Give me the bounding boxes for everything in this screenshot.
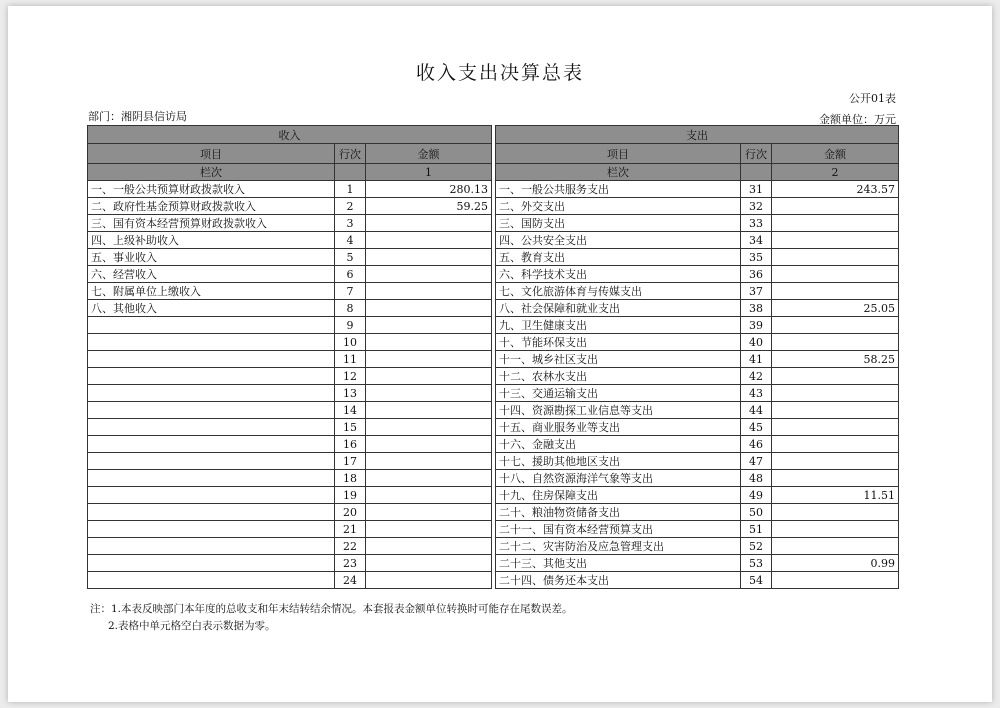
expense-amount-cell xyxy=(772,283,899,300)
expense-rowno-cell: 46 xyxy=(741,436,772,453)
income-amount-cell xyxy=(366,419,492,436)
expense-rowno-cell: 40 xyxy=(741,334,772,351)
expense-amount-cell xyxy=(772,572,899,589)
expense-rowno-cell: 50 xyxy=(741,504,772,521)
expense-item-cell: 十四、资源勘探工业信息等支出 xyxy=(496,402,741,419)
expense-amount-cell xyxy=(772,521,899,538)
header-row-colno xyxy=(88,164,899,181)
expense-amount-cell: 0.99 xyxy=(772,555,899,572)
table-row xyxy=(88,300,899,317)
income-rowno-cell: 13 xyxy=(335,385,366,402)
expense-rowno-cell: 49 xyxy=(741,487,772,504)
expense-item-cell: 九、卫生健康支出 xyxy=(496,317,741,334)
unit-label: 金额单位：万元 xyxy=(819,113,896,126)
income-amount-cell xyxy=(366,453,492,470)
expense-rowno-cell: 38 xyxy=(741,300,772,317)
expense-item-cell: 五、教育支出 xyxy=(496,249,741,266)
expense-item-cell: 二十三、其他支出 xyxy=(496,555,741,572)
income-amount-cell: 59.25 xyxy=(366,198,492,215)
expense-item-cell: 二、外交支出 xyxy=(496,198,741,215)
income-rowno-cell: 23 xyxy=(335,555,366,572)
footnote-1: 注：1.本表反映部门本年度的总收支和年末结转结余情况。本套报表金额单位转换时可能存在尾数误差。 xyxy=(90,603,573,615)
table-row xyxy=(88,249,899,266)
expense-amount-cell xyxy=(772,453,899,470)
income-item-cell: 一、一般公共预算财政拨款收入 xyxy=(88,181,335,198)
expense-amount-cell xyxy=(772,504,899,521)
expense-item-cell: 十一、城乡社区支出 xyxy=(496,351,741,368)
expense-rowno-cell: 53 xyxy=(741,555,772,572)
income-rowno-cell: 2 xyxy=(335,198,366,215)
expense-amount-cell xyxy=(772,385,899,402)
income-rowno-cell: 10 xyxy=(335,334,366,351)
income-item-cell xyxy=(88,453,335,470)
table-row xyxy=(88,470,899,487)
expense-rowno-cell: 32 xyxy=(741,198,772,215)
income-item-cell: 六、经营收入 xyxy=(88,266,335,283)
income-item-cell xyxy=(88,402,335,419)
income-amount-cell xyxy=(366,317,492,334)
income-item-cell xyxy=(88,368,335,385)
income-item-header: 项目 xyxy=(88,144,335,164)
expense-amount-cell xyxy=(772,436,899,453)
expense-rowno-cell: 41 xyxy=(741,351,772,368)
income-rowno-cell: 1 xyxy=(335,181,366,198)
expense-rowno-cell: 43 xyxy=(741,385,772,402)
table-row xyxy=(88,521,899,538)
income-rowno-cell: 4 xyxy=(335,232,366,249)
table-row xyxy=(88,232,899,249)
income-amount-cell xyxy=(366,572,492,589)
income-item-cell: 八、其他收入 xyxy=(88,300,335,317)
income-amount-cell xyxy=(366,266,492,283)
expense-amount-cell: 243.57 xyxy=(772,181,899,198)
income-item-cell: 七、附属单位上缴收入 xyxy=(88,283,335,300)
income-header: 收入 xyxy=(88,126,492,144)
expense-item-cell: 二十四、债务还本支出 xyxy=(496,572,741,589)
expense-rowno-cell: 45 xyxy=(741,419,772,436)
table-row xyxy=(88,555,899,572)
income-amount-cell xyxy=(366,351,492,368)
income-amount-cell xyxy=(366,215,492,232)
footnotes xyxy=(90,601,573,635)
expense-rowno-cell: 52 xyxy=(741,538,772,555)
expense-amount-cell xyxy=(772,419,899,436)
expense-amount-cell xyxy=(772,232,899,249)
income-rowno-cell: 15 xyxy=(335,419,366,436)
header-row-section xyxy=(88,126,899,144)
income-item-cell: 三、国有资本经营预算财政拨款收入 xyxy=(88,215,335,232)
income-item-cell xyxy=(88,555,335,572)
table-row xyxy=(88,334,899,351)
expense-item-cell: 八、社会保障和就业支出 xyxy=(496,300,741,317)
expense-item-cell: 十五、商业服务业等支出 xyxy=(496,419,741,436)
expense-rowno-cell: 37 xyxy=(741,283,772,300)
expense-rowno-cell: 42 xyxy=(741,368,772,385)
income-amount-cell xyxy=(366,300,492,317)
expense-rowno-header: 行次 xyxy=(741,144,772,164)
income-col-no: 1 xyxy=(366,164,492,181)
expense-item-cell: 二十、粮油物资储备支出 xyxy=(496,504,741,521)
table-row xyxy=(88,266,899,283)
expense-item-cell: 十三、交通运输支出 xyxy=(496,385,741,402)
income-rowno-cell: 16 xyxy=(335,436,366,453)
expense-amount-cell xyxy=(772,249,899,266)
expense-item-cell: 十、节能环保支出 xyxy=(496,334,741,351)
table-row xyxy=(88,504,899,521)
expense-rowno-cell: 48 xyxy=(741,470,772,487)
expense-item-cell: 十六、金融支出 xyxy=(496,436,741,453)
income-rowno-cell: 7 xyxy=(335,283,366,300)
income-column-label: 栏次 xyxy=(88,164,335,181)
expense-rowno-cell: 51 xyxy=(741,521,772,538)
income-rowno-cell: 9 xyxy=(335,317,366,334)
expense-item-cell: 十二、农林水支出 xyxy=(496,368,741,385)
income-item-cell xyxy=(88,538,335,555)
expense-amount-cell xyxy=(772,402,899,419)
table-row xyxy=(88,572,899,589)
table-code: 公开01表 xyxy=(849,92,896,105)
income-rowno-cell: 5 xyxy=(335,249,366,266)
income-amount-cell xyxy=(366,538,492,555)
income-item-cell xyxy=(88,351,335,368)
income-amount-cell xyxy=(366,368,492,385)
expense-rowno-cell: 39 xyxy=(741,317,772,334)
expense-rowno-cell: 35 xyxy=(741,249,772,266)
expense-rowno-cell: 47 xyxy=(741,453,772,470)
expense-amount-cell: 58.25 xyxy=(772,351,899,368)
income-item-cell xyxy=(88,487,335,504)
table-row xyxy=(88,487,899,504)
income-item-cell xyxy=(88,572,335,589)
expense-item-cell: 二十一、国有资本经营预算支出 xyxy=(496,521,741,538)
income-rowno-cell: 24 xyxy=(335,572,366,589)
income-amount-cell xyxy=(366,402,492,419)
income-amount-cell: 280.13 xyxy=(366,181,492,198)
expense-amount-cell xyxy=(772,368,899,385)
income-rowno-cell: 19 xyxy=(335,487,366,504)
document-title: 收入支出决算总表 xyxy=(415,62,584,84)
income-item-cell xyxy=(88,436,335,453)
income-rowno-cell: 20 xyxy=(335,504,366,521)
income-amount-cell xyxy=(366,504,492,521)
income-item-cell xyxy=(88,334,335,351)
expense-item-cell: 四、公共安全支出 xyxy=(496,232,741,249)
income-item-cell: 二、政府性基金预算财政拨款收入 xyxy=(88,198,335,215)
expense-amount-cell xyxy=(772,317,899,334)
income-rowno-cell: 22 xyxy=(335,538,366,555)
income-rowno-cell: 17 xyxy=(335,453,366,470)
income-amount-cell xyxy=(366,470,492,487)
expense-rowno-cell: 31 xyxy=(741,181,772,198)
income-amount-cell xyxy=(366,555,492,572)
income-rowno-cell: 6 xyxy=(335,266,366,283)
expense-amount-cell xyxy=(772,266,899,283)
income-amount-cell xyxy=(366,334,492,351)
expense-amount-cell xyxy=(772,215,899,232)
income-amount-cell xyxy=(366,249,492,266)
expense-item-cell: 七、文化旅游体育与传媒支出 xyxy=(496,283,741,300)
income-item-cell xyxy=(88,419,335,436)
income-amount-cell xyxy=(366,232,492,249)
table-row xyxy=(88,368,899,385)
table-row xyxy=(88,419,899,436)
table-row xyxy=(88,317,899,334)
expense-column-label: 栏次 xyxy=(496,164,741,181)
expense-amount-cell: 11.51 xyxy=(772,487,899,504)
income-expense-table xyxy=(87,125,899,589)
income-item-cell: 四、上级补助收入 xyxy=(88,232,335,249)
table-row xyxy=(88,385,899,402)
income-amount-cell xyxy=(366,436,492,453)
income-item-cell xyxy=(88,470,335,487)
department-label: 部门：湘阴县信访局 xyxy=(88,110,187,123)
income-item-cell xyxy=(88,317,335,334)
table-row xyxy=(88,215,899,232)
income-rowno-cell: 18 xyxy=(335,470,366,487)
income-rowno-cell: 11 xyxy=(335,351,366,368)
expense-amount-cell: 25.05 xyxy=(772,300,899,317)
expense-rowno-cell: 36 xyxy=(741,266,772,283)
income-rowno-header: 行次 xyxy=(335,144,366,164)
expense-amount-header: 金额 xyxy=(772,144,899,164)
expense-rowno-cell: 54 xyxy=(741,572,772,589)
expense-item-cell: 六、科学技术支出 xyxy=(496,266,741,283)
footnote-2: 2.表格中单元格空白表示数据为零。 xyxy=(108,620,276,632)
expense-item-cell: 十七、援助其他地区支出 xyxy=(496,453,741,470)
income-amount-cell xyxy=(366,283,492,300)
header-row-columns xyxy=(88,144,899,164)
table-row xyxy=(88,283,899,300)
expense-item-cell: 十九、住房保障支出 xyxy=(496,487,741,504)
expense-rowno-cell: 33 xyxy=(741,215,772,232)
expense-amount-cell xyxy=(772,538,899,555)
income-item-cell xyxy=(88,504,335,521)
expense-item-cell: 二十二、灾害防治及应急管理支出 xyxy=(496,538,741,555)
table-row xyxy=(88,436,899,453)
income-amount-header: 金额 xyxy=(366,144,492,164)
expense-item-cell: 三、国防支出 xyxy=(496,215,741,232)
expense-item-cell: 一、一般公共服务支出 xyxy=(496,181,741,198)
income-rowno-cell: 21 xyxy=(335,521,366,538)
expense-amount-cell xyxy=(772,334,899,351)
income-item-cell xyxy=(88,521,335,538)
table-row xyxy=(88,181,899,198)
income-item-cell xyxy=(88,385,335,402)
income-amount-cell xyxy=(366,385,492,402)
expense-amount-cell xyxy=(772,470,899,487)
income-rowno-cell: 3 xyxy=(335,215,366,232)
table-row xyxy=(88,453,899,470)
income-amount-cell xyxy=(366,521,492,538)
income-rowno-cell: 14 xyxy=(335,402,366,419)
table-row xyxy=(88,402,899,419)
table-row xyxy=(88,351,899,368)
expense-rowno-cell: 34 xyxy=(741,232,772,249)
expense-col-no: 2 xyxy=(772,164,899,181)
expense-item-cell: 十八、自然资源海洋气象等支出 xyxy=(496,470,741,487)
table-row xyxy=(88,198,899,215)
income-item-cell: 五、事业收入 xyxy=(88,249,335,266)
income-rowno-cell: 12 xyxy=(335,368,366,385)
income-amount-cell xyxy=(366,487,492,504)
table-row xyxy=(88,538,899,555)
expense-rowno-cell: 44 xyxy=(741,402,772,419)
expense-item-header: 项目 xyxy=(496,144,741,164)
income-rowno-cell: 8 xyxy=(335,300,366,317)
expense-amount-cell xyxy=(772,198,899,215)
expense-header: 支出 xyxy=(496,126,899,144)
